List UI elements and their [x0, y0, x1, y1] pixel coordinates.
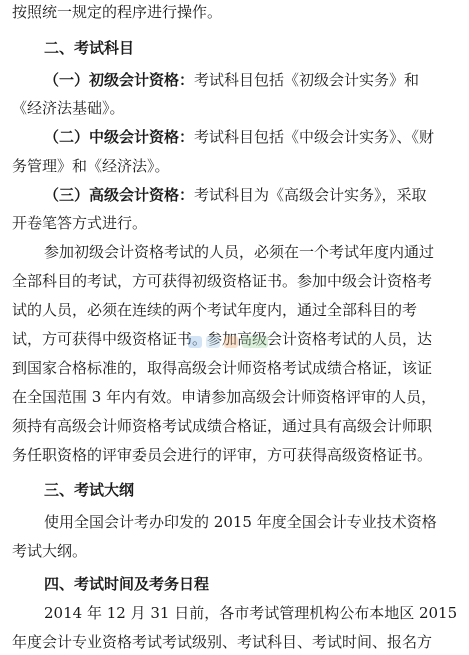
text-line: 使用全国会计考办印发的 2015 年度全国会计专业技术资格	[44, 513, 437, 531]
text-line: 年度会计专业资格考试考试级别、考试科目、考试时间、报名方	[12, 633, 433, 651]
section-heading-subjects: 二、考试科目	[44, 39, 135, 57]
text-line: 《经济法基础》。	[12, 99, 125, 117]
watermark-logo	[186, 330, 272, 354]
intermediate-label: （二）中级会计资格：	[44, 128, 195, 146]
paragraph-junior	[44, 70, 457, 90]
intermediate-text: 考试科目包括《中级会计实务》、《财	[194, 128, 435, 146]
senior-label: （三）高级会计资格：	[44, 186, 195, 204]
text-line: 在全国范围 3 年内有效。申请参加高级会计师资格评审的人员，	[12, 388, 437, 406]
section-heading-schedule: 四、考试时间及考务日程	[44, 575, 210, 593]
junior-label: （一）初级会计资格：	[44, 71, 195, 89]
junior-text: 考试科目包括《初级会计实务》和	[194, 71, 420, 89]
text-line: 须持有高级会计师资格考试成绩合格证，通过具有高级会计师职	[12, 417, 433, 435]
text-line: 试的人员，必须在连续的两个考试年度内，通过全部科目的考	[12, 301, 418, 319]
text-line: 试，方可获得中级资格证书。参加高级会计资格考试的人员，达	[12, 330, 433, 348]
text-line: 开卷笔答方式进行。	[12, 214, 148, 232]
section-heading-syllabus: 三、考试大纲	[44, 481, 135, 499]
paragraph-intermediate	[44, 127, 457, 147]
text-line: 到国家合格标准的，取得高级会计师资格考试成绩合格证，该证	[12, 359, 433, 377]
text-line: 务管理》和《经济法》。	[12, 157, 170, 175]
paragraph-senior	[44, 185, 457, 205]
text-line: 务任职资格的评审委员会进行的评审，方可获得高级资格证书。	[12, 446, 433, 464]
text-line: 按照统一规定的程序进行操作。	[12, 3, 223, 21]
senior-text: 考试科目为《高级会计实务》，采取	[194, 186, 427, 204]
text-line: 考试大纲。	[12, 542, 88, 560]
text-line: 参加初级会计资格考试的人员，必须在一个考试年度内通过	[44, 243, 435, 261]
text-line: 全部科目的考试，方可获得初级资格证书。参加中级会计资格考	[12, 272, 433, 290]
text-line: 2014 年 12 月 31 日前，各市考试管理机构公布本地区 2015	[44, 604, 458, 622]
